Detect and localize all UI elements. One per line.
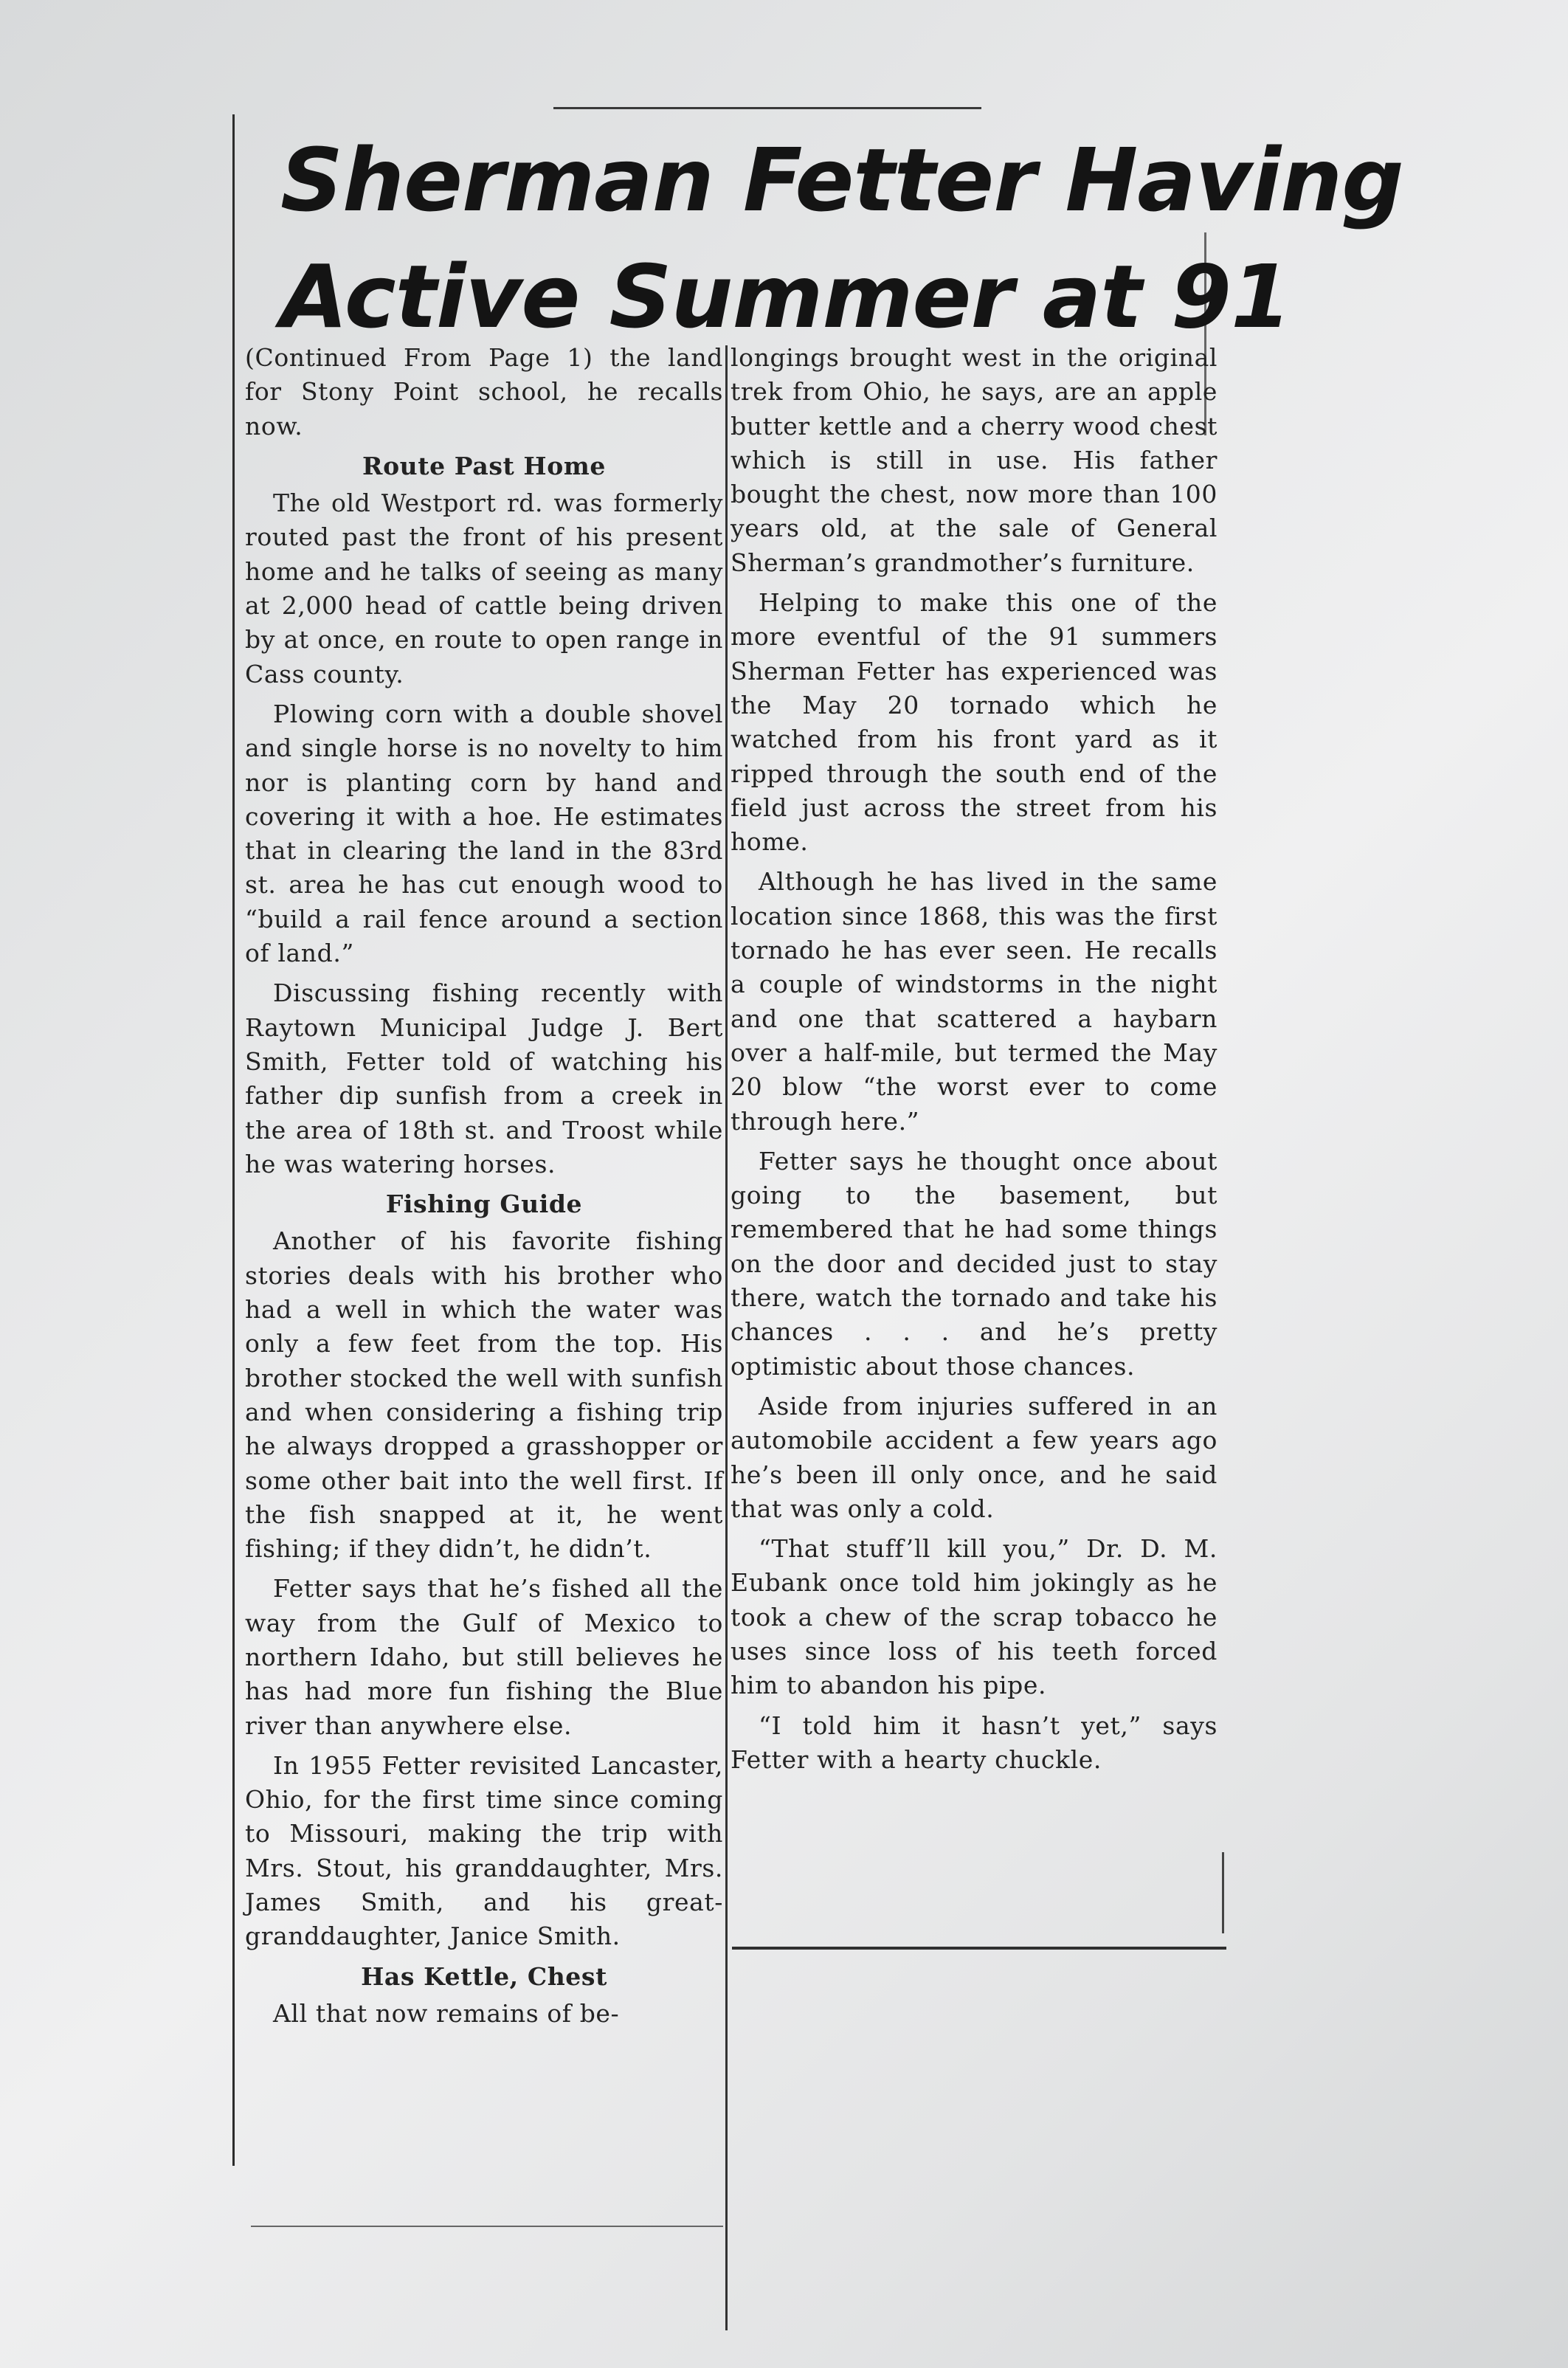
article-paragraph: Helping to make this one of the more eventful of the 91 summers Sherman Fetter has experienced was the May 20 tornado which he watched from his front yard as it ripped through the south end of the field just across the street from his home.: [731, 588, 1218, 857]
section-subhead: Has Kettle, Chest: [361, 1961, 607, 1991]
right-column-end-rule: [1222, 1852, 1224, 1933]
top-rule: [553, 107, 981, 109]
right-column: [731, 341, 1218, 1783]
column-divider: [725, 345, 728, 2330]
newspaper-clipping: [229, 111, 1403, 2236]
section-subhead: Route Past Home: [362, 451, 606, 480]
article-paragraph: Discussing fishing recently with Raytown Municipal Judge J. Bert Smith, Fetter told of watching his father dip sunfish from a creek in the area of 18th st. and Troost while he was watering horses.: [245, 978, 723, 1178]
headline-line-2: Active Summer at 91: [280, 246, 1291, 348]
left-column: [245, 341, 723, 2037]
article-paragraph: longings brought west in the original trek from Ohio, he says, are an apple butter kettle and a cherry wood chest which is still in use. His father bought the chest, now more than 100 years old, at the sale of General Sherman’s grandmother’s furniture.: [731, 343, 1218, 577]
article-paragraph: “That stuff’ll kill you,” Dr. D. M. Eubank once told him jokingly as he took a chew of the scrap tobacco he uses since loss of his teeth forced him to abandon his pipe.: [731, 1534, 1218, 1700]
article-paragraph: Although he has lived in the same location since 1868, this was the first tornado he has ever seen. He recalls a couple of windstorms in the night and one that scattered a haybarn over a half-mile, but termed the May 20 blow “the worst ever to come through here.”: [731, 867, 1218, 1136]
article-paragraph: Another of his favorite fishing stories deals with his brother who had a well in which the water was only a few feet from the top. His brother stocked the well with sunfish and when considering a fishing trip he always dropped a grasshopper or some other bait into the well first. If the fish snapped at it, he went fishing; if they didn’t, he didn’t.: [245, 1226, 723, 1564]
right-column-bottom-rule: [732, 1947, 1226, 1950]
article-paragraph: Fetter says that he’s fished all the way from the Gulf of Mexico to northern Idaho, but still believes he has had more fun fishing the Blue river than anywhere else.: [245, 1574, 723, 1740]
article-paragraph: Plowing corn with a double shovel and single horse is no novelty to him nor is planting corn by hand and covering it with a hoe. He estimates that in clearing the land in the 83rd st. area he has cut enough wood to “build a rail fence around a section of land.”: [245, 699, 723, 968]
article-paragraph: Fetter says he thought once about going to the basement, but remembered that he had some things on the door and decided just to stay there, watch the tornado and take his chances . . . and he’s pretty optimistic about those chances.: [731, 1146, 1218, 1381]
article-paragraph: All that now remains of be-: [273, 1998, 620, 2028]
section-subhead: Fishing Guide: [385, 1190, 583, 1219]
article-paragraph: The old Westport rd. was formerly routed past the front of his present home and he talks of seeing as many at 2,000 head of cattle being driven by at once, en route to open range in Cass county.: [245, 489, 723, 688]
article-paragraph: (Continued From Page 1) the land for Stony Point school, he recalls now.: [245, 343, 723, 441]
left-column-bottom-rule: [251, 2226, 723, 2227]
article-paragraph: “I told him it hasn’t yet,” says Fetter with a hearty chuckle.: [731, 1711, 1218, 1774]
article-paragraph: Aside from injuries suffered in an automobile accident a few years ago he’s been ill only once, and he said that was only a cold.: [731, 1391, 1218, 1523]
headline-line-1: Sherman Fetter Having: [280, 129, 1403, 231]
left-border-rule: [232, 114, 235, 2166]
article-paragraph: In 1955 Fetter revisited Lancaster, Ohio, for the first time since coming to Missouri, making the trip with Mrs. Stout, his granddaughter, Mrs. James Smith, and his great-granddaughter, Janice Smith.: [245, 1750, 723, 1951]
article-headline: [280, 122, 1403, 355]
